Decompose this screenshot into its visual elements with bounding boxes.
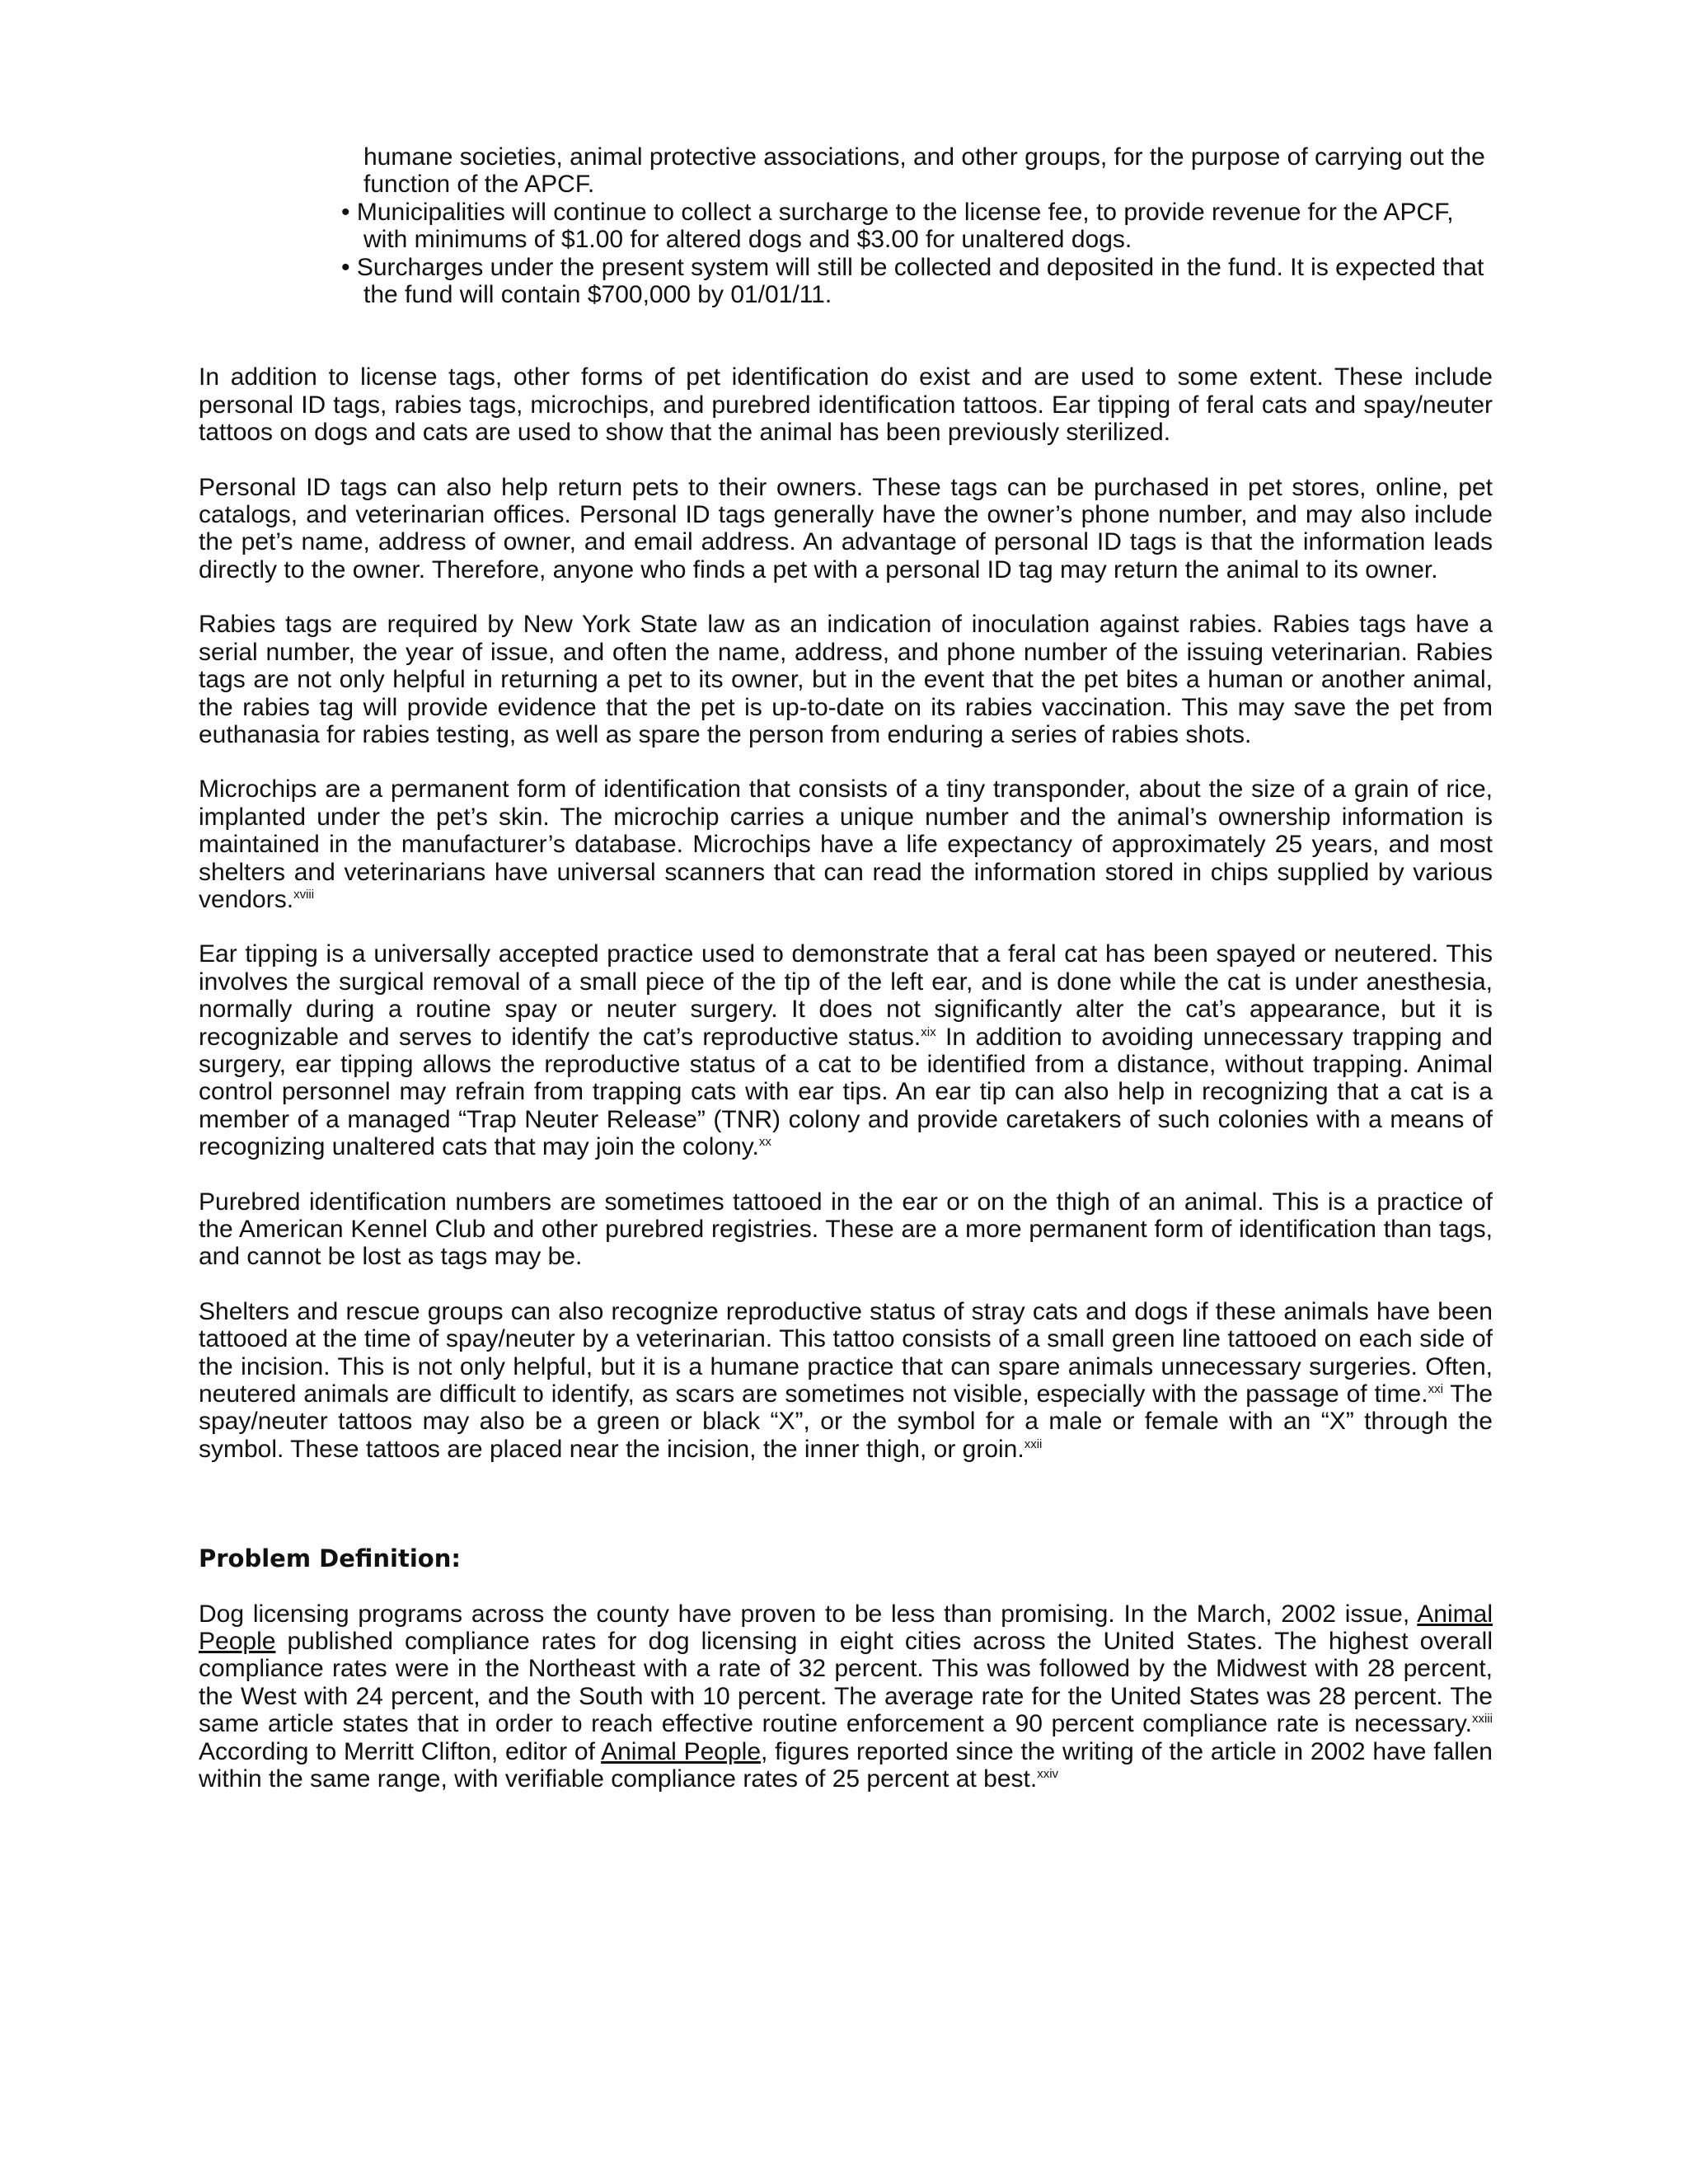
- section-heading-problem-definition: Problem Definition:: [199, 1544, 461, 1573]
- spay-neuter-text-b: The spay/neuter tattoos may also be a green or black “X”, or the symbol for a male or female with an “X” through the symbol. These tattoos are placed near the incision, the inner thigh, or groin.: [199, 1380, 1493, 1463]
- footnote-ref: xxiv: [1037, 1767, 1059, 1782]
- ear-tipping-text-b: In addition to avoiding unnecessary trapping and surgery, ear tipping allows the reproductive status of a cat to be identified from a distance, without trapping. Animal control personnel may refrain from trapping cats with ear tips. An ear tip can also help in recognizing that a cat is a member of a managed “Trap Neuter Release” (TNR) colony and provide caretakers of such colonies with a means of recognizing unaltered cats that may join the colony.: [199, 1023, 1493, 1161]
- paragraph-problem-definition: [199, 1601, 1493, 1793]
- footnote-ref: xxiii: [1472, 1712, 1493, 1727]
- paragraph-purebred-tattoos: Purebred identification numbers are sometimes tattooed in the ear or on the thigh of an animal. This is a practice of the American Kennel Club and other purebred registries. These are a more permanent form of identification than tags, and cannot be lost as tags may be.: [199, 1188, 1493, 1271]
- bullet-continuation: humane societies, animal protective associations, and other groups, for the purpose of carrying out the function of the APCF.: [363, 143, 1485, 199]
- paragraph-pet-identification: In addition to license tags, other forms of pet identification do exist and are used to some extent. These include personal ID tags, rabies tags, microchips, and purebred identification tattoos. Ear tipping of feral cats and spay/neuter tattoos on dogs and cats are used to show that the animal has been previously sterilized.: [199, 363, 1493, 447]
- footnote-ref: xx: [758, 1135, 771, 1150]
- paragraph-microchips: [199, 776, 1493, 913]
- footnote-ref: xxii: [1024, 1436, 1043, 1451]
- microchips-text: Microchips are a permanent form of identification that consists of a tiny transponder, about the size of a grain of rice, implanted under the pet’s skin. The microchip carries a unique number and the animal’s ownership information is maintained in the manufacturer’s database. Microchips have a life expectancy of approximately 25 years, and most shelters and veterinarians have universal scanners that can read the information stored in chips supplied by various vendors.: [199, 776, 1493, 913]
- publication-title: Animal People: [199, 1600, 1493, 1656]
- paragraph-ear-tipping: [199, 940, 1493, 1160]
- footnote-ref: xxi: [1428, 1382, 1443, 1397]
- bullet-surcharge-license-fee: • Municipalities will continue to collect a surcharge to the license fee, to provide revenue for the APCF, with minimums of $1.00 for altered dogs and $3.00 for unaltered dogs.: [341, 198, 1454, 254]
- problem-text-2: published compliance rates for dog licensing in eight cities across the United States. The highest overall compliance rates were in the Northeast with a rate of 32 percent. This was followed by the Midwest with 28 percent, the West with 24 percent, and the South with 10 percent. The average rate for the United States was 28 percent. The same article states that in order to reach effective routine enforcement a 90 percent compliance rate is necessary.: [199, 1628, 1493, 1738]
- footnote-ref: xix: [921, 1024, 936, 1039]
- paragraph-spay-neuter-tattoos: [199, 1298, 1493, 1463]
- bullet-list: [341, 143, 1493, 308]
- problem-text-4: , figures reported since the writing of the article in 2002 have fallen within the same range, with verifiable compliance rates of 25 percent at best.: [199, 1737, 1493, 1793]
- ear-tipping-text-a: Ear tipping is a universally accepted practice used to demonstrate that a feral cat has been spayed or neutered. This involves the surgical removal of a small piece of the tip of the left ear, and is done while the cat is under anesthesia, normally during a routine spay or neuter surgery. It does not significantly alter the cat’s appearance, but it is recognizable and serves to identify the cat’s reproductive status.: [199, 940, 1493, 1051]
- publication-title: Animal People: [601, 1737, 762, 1765]
- paragraph-rabies-tags: Rabies tags are required by New York State law as an indication of inoculation against rabies. Rabies tags have a serial number, the year of issue, and often the name, address, and phone number of the issuing veterinarian. Rabies tags are not only helpful in returning a pet to its owner, but in the event that the pet bites a human or another animal, the rabies tag will provide evidence that the pet is up-to-date on its rabies vaccination. This may save the pet from euthanasia for rabies testing, as well as spare the person from enduring a series of rabies shots.: [199, 611, 1493, 748]
- document-page: [199, 143, 1493, 1793]
- bullet-surcharges-fund: • Surcharges under the present system will still be collected and deposited in the fund. It is expected that the fund will contain $700,000 by 01/01/11.: [341, 253, 1484, 309]
- spay-neuter-text-a: Shelters and rescue groups can also recognize reproductive status of stray cats and dogs if these animals have been tattooed at the time of spay/neuter by a veterinarian. This tattoo consists of a small green line tattooed on each side of the incision. This is not only helpful, but it is a humane practice that can spare animals unnecessary surgeries. Often, neutered animals are difficult to identify, as scars are sometimes not visible, especially with the passage of time.: [199, 1297, 1493, 1408]
- footnote-ref: xviii: [293, 887, 315, 902]
- problem-text-3: According to Merritt Clifton, editor of: [199, 1737, 602, 1765]
- paragraph-personal-id-tags: Personal ID tags can also help return pets to their owners. These tags can be purchased in pet stores, online, pet catalogs, and veterinarian offices. Personal ID tags generally have the owner’s phone number, and may also include the pet’s name, address of owner, and email address. An advantage of personal ID tags is that the information leads directly to the owner. Therefore, anyone who finds a pet with a personal ID tag may return the animal to its owner.: [199, 473, 1493, 583]
- problem-text-1: Dog licensing programs across the county have proven to be less than promising. In the March, 2002 issue,: [199, 1600, 1418, 1628]
